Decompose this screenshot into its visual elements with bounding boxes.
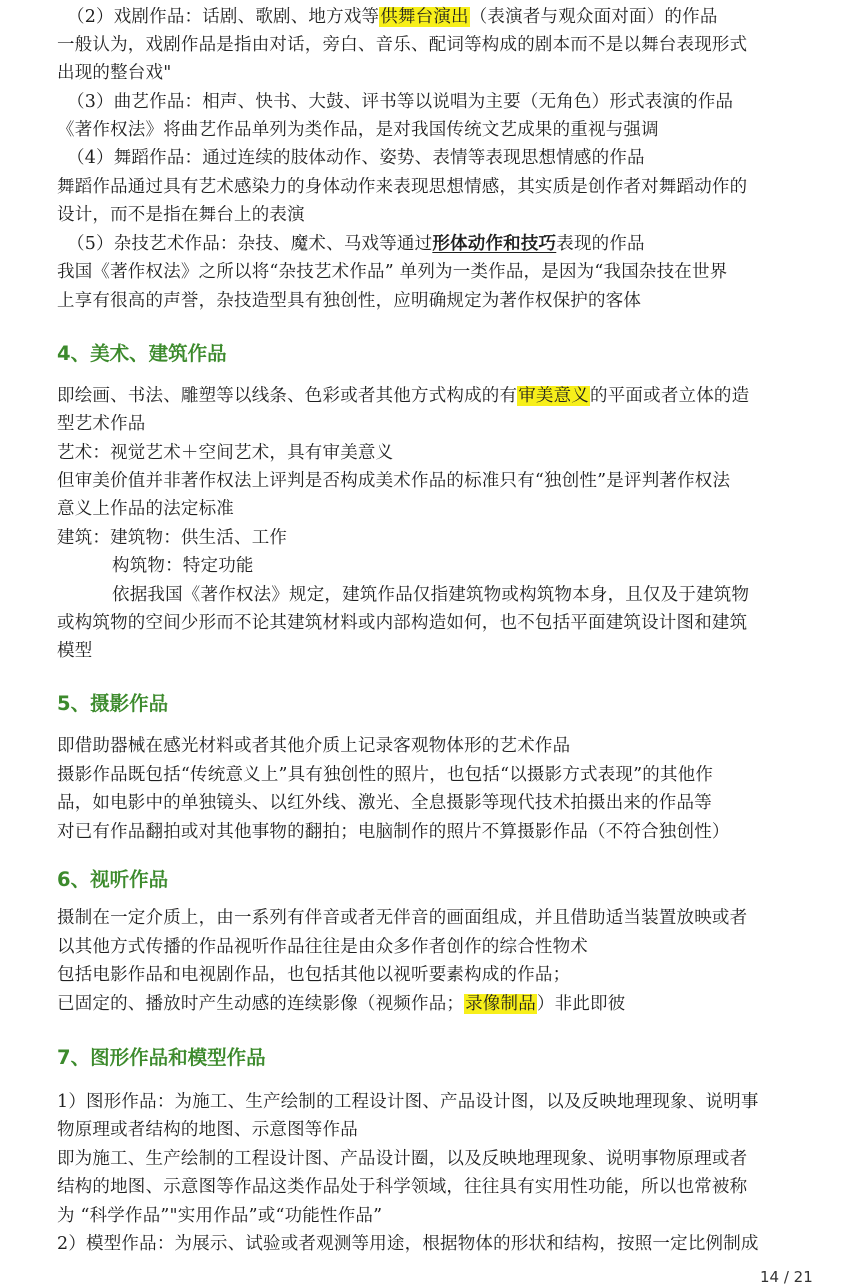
highlighted-text: 录像制品 xyxy=(465,994,536,1014)
paragraph-line: 包括电影作品和电视剧作品，也包括其他以视听要素构成的作品； xyxy=(57,965,571,985)
paragraph-line: 已固定的、播放时产生动感的连续影像（视频作品；录像制品）非此即彼 xyxy=(57,994,626,1014)
paragraph-line: 依据我国《著作权法》规定，建筑作品仅指建筑物或构筑物本身，且仅及于建筑物 xyxy=(112,585,750,605)
paragraph-line: 物原理或者结构的地图、示意图等作品 xyxy=(57,1120,358,1140)
paragraph-line: 《著作权法》将曲艺作品单列为类作品，是对我国传统文艺成果的重视与强调 xyxy=(57,120,659,140)
paragraph-line: 1）图形作品：为施工、生产绘制的工程设计图、产品设计图，以及反映地理现象、说明事 xyxy=(57,1092,759,1112)
paragraph-line: 摄制在一定介质上，由一系列有伴音或者无伴音的画面组成，并且借助适当装置放映或者 xyxy=(57,908,748,928)
section-heading: 5、摄影作品 xyxy=(57,692,169,715)
paragraph-line: 上享有很高的声誉，杂技造型具有独创性，应明确规定为著作权保护的客体 xyxy=(57,291,642,311)
paragraph-line: （3）曲艺作品：相声、快书、大鼓、评书等以说唱为主要（无角色）形式表演的作品 xyxy=(67,92,734,112)
paragraph-line: 一般认为，戏剧作品是指由对话，旁白、音乐、配词等构成的剧本而不是以舞台表现形式 xyxy=(57,35,748,55)
paragraph-line: 即绘画、书法、雕塑等以线条、色彩或者其他方式构成的有审美意义的平面或者立体的造 xyxy=(57,386,750,406)
paragraph-line: 出现的整台戏" xyxy=(57,63,172,83)
paragraph-line: 结构的地图、示意图等作品这类作品处于科学领域，往往具有实用性功能，所以也常被称 xyxy=(57,1177,748,1197)
paragraph-line: 品，如电影中的单独镜头、以红外线、激光、全息摄影等现代技术拍摄出来的作品等 xyxy=(57,793,712,813)
section-heading: 6、视听作品 xyxy=(57,868,169,891)
paragraph-line: 即为施工、生产绘制的工程设计图、产品设计圈，以及反映地理现象、说明事物原理或者 xyxy=(57,1149,748,1169)
section-heading: 7、图形作品和模型作品 xyxy=(57,1046,266,1069)
page-number: 14 / 21 xyxy=(760,1268,813,1286)
paragraph-line: 意义上作品的法定标准 xyxy=(57,499,234,519)
paragraph-line: 型艺术作品 xyxy=(57,414,146,434)
paragraph-line: 我国《著作权法》之所以将“杂技艺术作品” 单列为一类作品，是因为“我国杂技在世界 xyxy=(57,262,728,282)
paragraph-line: 或构筑物的空间少形而不论其建筑材料或内部构造如何，也不包括平面建筑设计图和建筑 xyxy=(57,613,748,633)
paragraph-line: 2）模型作品：为展示、试验或者观测等用途，根据物体的形状和结构，按照一定比例制成 xyxy=(57,1234,759,1254)
highlighted-text: 供舞台演出 xyxy=(380,7,469,27)
paragraph-line: 模型 xyxy=(57,641,93,661)
paragraph-line: （4）舞蹈作品：通过连续的肢体动作、姿势、表情等表现思想情感的作品 xyxy=(67,148,645,168)
paragraph-line: 但审美价值并非著作权法上评判是否构成美术作品的标准只有“独创性”是评判著作权法 xyxy=(57,471,731,491)
paragraph-line: 艺术：视觉艺术＋空间艺术，具有审美意义 xyxy=(57,443,394,463)
section-heading: 4、美术、建筑作品 xyxy=(57,342,227,365)
highlighted-text: 审美意义 xyxy=(518,386,590,406)
paragraph-line: （5）杂技艺术作品：杂技、魔术、马戏等通过形体动作和技巧表现的作品 xyxy=(67,234,645,254)
paragraph-line: 为 “科学作品”"实用作品”或“功能性作品” xyxy=(57,1206,383,1226)
paragraph-line: 即借助器械在感光材料或者其他介质上记录客观物体形的艺术作品 xyxy=(57,736,571,756)
paragraph-line: 对已有作品翻拍或对其他事物的翻拍；电脑制作的照片不算摄影作品（不符合独创性） xyxy=(57,822,730,842)
paragraph-line: 摄影作品既包括“传统意义上”具有独创性的照片，也包括“以摄影方式表现”的其他作 xyxy=(57,765,714,785)
paragraph-line: 建筑：建筑物：供生活、工作 xyxy=(57,528,288,548)
paragraph-line: 舞蹈作品通过具有艺术感染力的身体动作来表现思想情感，其实质是创作者对舞蹈动作的 xyxy=(57,177,748,197)
paragraph-line: （2）戏剧作品：话剧、歌剧、地方戏等供舞台演出（表演者与观众面对面）的作品 xyxy=(67,7,718,27)
paragraph-line: 以其他方式传播的作品视听作品往往是由众多作者创作的综合性物术 xyxy=(57,937,588,957)
bold-underlined-text: 形体动作和技巧 xyxy=(432,234,557,254)
paragraph-line: 构筑物：特定功能 xyxy=(112,556,254,576)
paragraph-line: 设计，而不是指在舞台上的表演 xyxy=(57,205,305,225)
